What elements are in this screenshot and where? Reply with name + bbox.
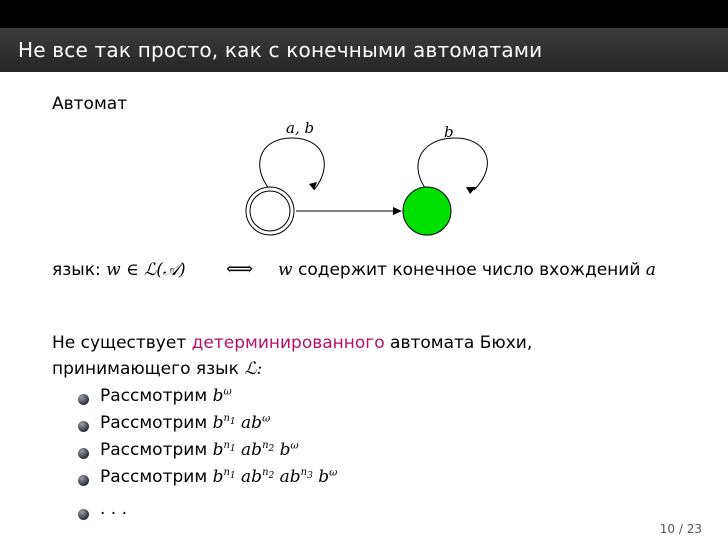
language-prefix: язык: bbox=[52, 260, 101, 280]
bullet-formula: $b^\omega$ bbox=[212, 386, 232, 406]
language-suffix: содержит конечное число вхождений bbox=[297, 260, 641, 280]
slide-title: Не все так просто, как с конечными автоматами bbox=[18, 38, 543, 62]
bullet-icon bbox=[78, 394, 89, 405]
loop-right-label: b bbox=[444, 123, 454, 141]
language-description bbox=[278, 260, 656, 280]
claim-line2-text: принимающего язык bbox=[52, 359, 239, 379]
bullet-label: Рассмотрим bbox=[100, 467, 208, 487]
language-line bbox=[52, 260, 186, 280]
bullet-icon bbox=[78, 448, 89, 459]
claim-part1: Не существует bbox=[52, 333, 187, 353]
page-number: 10 / 23 bbox=[659, 522, 702, 536]
bullet-label: Рассмотрим bbox=[100, 386, 208, 406]
iff-symbol: ⟺ bbox=[226, 258, 254, 280]
self-loop-right bbox=[418, 138, 487, 190]
self-loop-left bbox=[260, 138, 325, 190]
bullet-formula: $b^{n_1}$ $ab^{n_2}$ $ab^{n_3}$ $b^\omega$ bbox=[212, 467, 338, 487]
state-accepting bbox=[403, 187, 451, 235]
claim-highlight: детерминированного bbox=[191, 333, 385, 353]
language-w: w bbox=[278, 260, 293, 280]
bullet-item-3 bbox=[100, 440, 299, 460]
self-loop-left-arrowhead bbox=[309, 182, 317, 190]
language-letter: a bbox=[645, 260, 656, 280]
bullet-label: Рассмотрим bbox=[100, 440, 208, 460]
loop-left-label: a, b bbox=[286, 119, 315, 137]
bullet-icon bbox=[78, 421, 89, 432]
bullet-icon bbox=[78, 475, 89, 486]
bullet-formula: $b^{n_1}$ $ab^{n_2}$ $b^\omega$ bbox=[212, 440, 299, 460]
claim-part2: автомата Бюхи, bbox=[390, 333, 533, 353]
language-math: w ∈ ℒ(𝒜) bbox=[106, 260, 186, 280]
bullet-label: Рассмотрим bbox=[100, 413, 208, 433]
transition-arrowhead bbox=[393, 207, 402, 215]
bullet-item-4 bbox=[100, 467, 337, 487]
bullet-icon bbox=[78, 509, 89, 520]
claim-line-1 bbox=[52, 333, 532, 353]
claim-symbol: ℒ: bbox=[244, 359, 263, 379]
self-loop-right-arrowhead bbox=[466, 187, 476, 194]
bullet-formula: $b^{n_1}$ $ab^\omega$ bbox=[212, 413, 271, 433]
claim-line-2 bbox=[52, 359, 262, 379]
bullet-item-2 bbox=[100, 413, 270, 433]
state-initial-inner bbox=[250, 191, 290, 231]
automaton-heading: Автомат bbox=[52, 94, 128, 114]
bullet-item-1 bbox=[100, 386, 232, 406]
bullet-item-5: . . . bbox=[100, 499, 128, 519]
